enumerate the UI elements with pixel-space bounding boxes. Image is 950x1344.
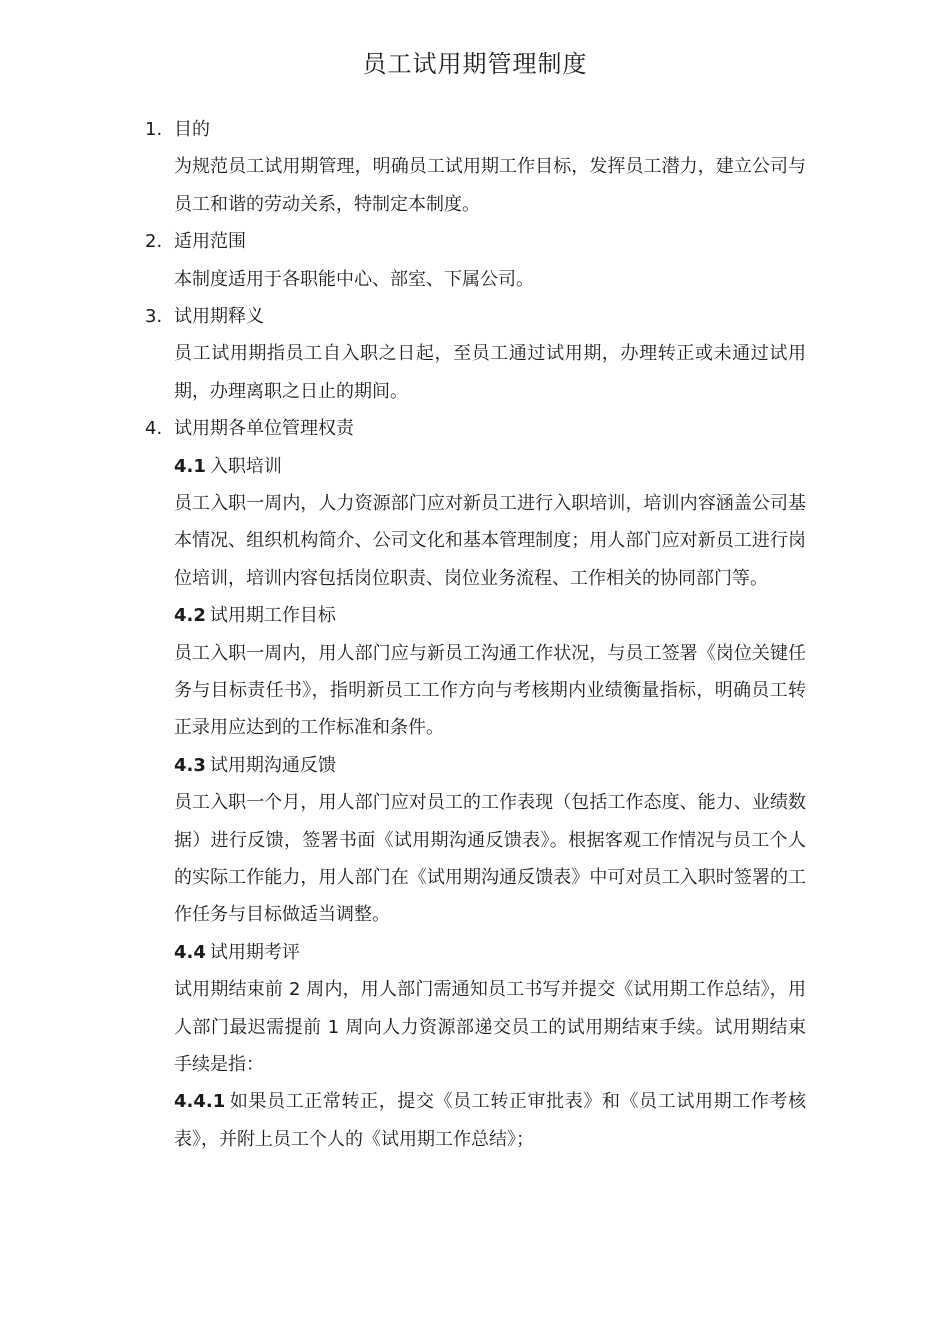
section-title: 适用范围 bbox=[174, 231, 246, 253]
subsection-number: 4.3 bbox=[174, 754, 206, 776]
section-number: 4. bbox=[145, 418, 163, 440]
section-heading-definition bbox=[0, 298, 950, 335]
subsection-heading-probation-goals bbox=[174, 597, 950, 634]
subsection-number: 4.4 bbox=[174, 941, 206, 963]
clause-text: 如果员工正常转正，提交《员工转正审批表》和《员工试用期工作考核表》，并附上员工个人的《试用期工作总结》； bbox=[174, 1091, 806, 1150]
section-title: 试用期释义 bbox=[174, 306, 264, 327]
section-paragraph-purpose: 为规范员工试用期管理，明确员工试用期工作目标，发挥员工潜力，建立公司与员工和谐的劳动关系，特制定本制度。 bbox=[174, 156, 806, 215]
subsection-title: 试用期沟通反馈 bbox=[209, 754, 336, 776]
subsection-paragraph-probation-goals: 员工入职一周内，用人部门应与新员工沟通工作状况，与员工签署《岗位关键任务与目标责任书》，指明新员工工作方向与考核期内业绩衡量指标，明确员工转正录用应达到的工作标准和条件。 bbox=[174, 642, 806, 739]
subsection-paragraph-feedback: 员工入职一个月，用人部门应对员工的工作表现（包括工作态度、能力、业绩数据）进行反馈，签署书面《试用期沟通反馈表》。根据客观工作情况与员工个人的实际工作能力，用人部门在《试用期沟通反馈表》中可对员工入职时签署的工作任务与目标做适当调整。 bbox=[174, 792, 806, 926]
section-title: 试用期各单位管理权责 bbox=[174, 418, 354, 440]
subsection-heading-onboarding-training bbox=[174, 448, 950, 485]
document-body bbox=[0, 111, 950, 1158]
section-title: 目的 bbox=[174, 119, 210, 140]
subsection-heading-evaluation bbox=[174, 934, 950, 971]
clause-item-regular-conversion bbox=[174, 1083, 806, 1158]
clause-number: 4.4.1 bbox=[174, 1091, 226, 1113]
section-number: 1. bbox=[145, 119, 163, 140]
subsection-number: 4.1 bbox=[174, 455, 206, 477]
section-heading-purpose bbox=[0, 111, 950, 148]
subsection-heading-feedback bbox=[174, 747, 950, 784]
subsection-title: 试用期工作目标 bbox=[209, 605, 336, 627]
section-paragraph-definition: 员工试用期指员工自入职之日起，至员工通过试用期，办理转正或未通过试用期，办理离职之日止的期间。 bbox=[174, 343, 806, 402]
subsection-paragraph-evaluation: 试用期结束前 2 周内，用人部门需通知员工书写并提交《试用期工作总结》，用人部门最迟需提前 1 周向人力资源部递交员工的试用期结束手续。试用期结束手续是指： bbox=[174, 979, 806, 1076]
section-number: 3. bbox=[145, 306, 163, 327]
section-paragraph-scope: 本制度适用于各职能中心、部室、下属公司。 bbox=[174, 268, 534, 290]
document-title: 员工试用期管理制度 bbox=[362, 50, 588, 78]
subsection-title: 入职培训 bbox=[209, 455, 282, 477]
section-heading-scope bbox=[0, 223, 950, 260]
subsection-number: 4.2 bbox=[174, 605, 206, 627]
section-heading-responsibilities bbox=[0, 410, 950, 447]
subsection-title: 试用期考评 bbox=[209, 941, 300, 963]
section-number: 2. bbox=[145, 231, 163, 253]
subsection-paragraph-onboarding-training: 员工入职一周内，人力资源部门应对新员工进行入职培训，培训内容涵盖公司基本情况、组织机构简介、公司文化和基本管理制度；用人部门应对新员工进行岗位培训，培训内容包括岗位职责、岗位业务流程、工作相关的协同部门等。 bbox=[174, 492, 806, 589]
